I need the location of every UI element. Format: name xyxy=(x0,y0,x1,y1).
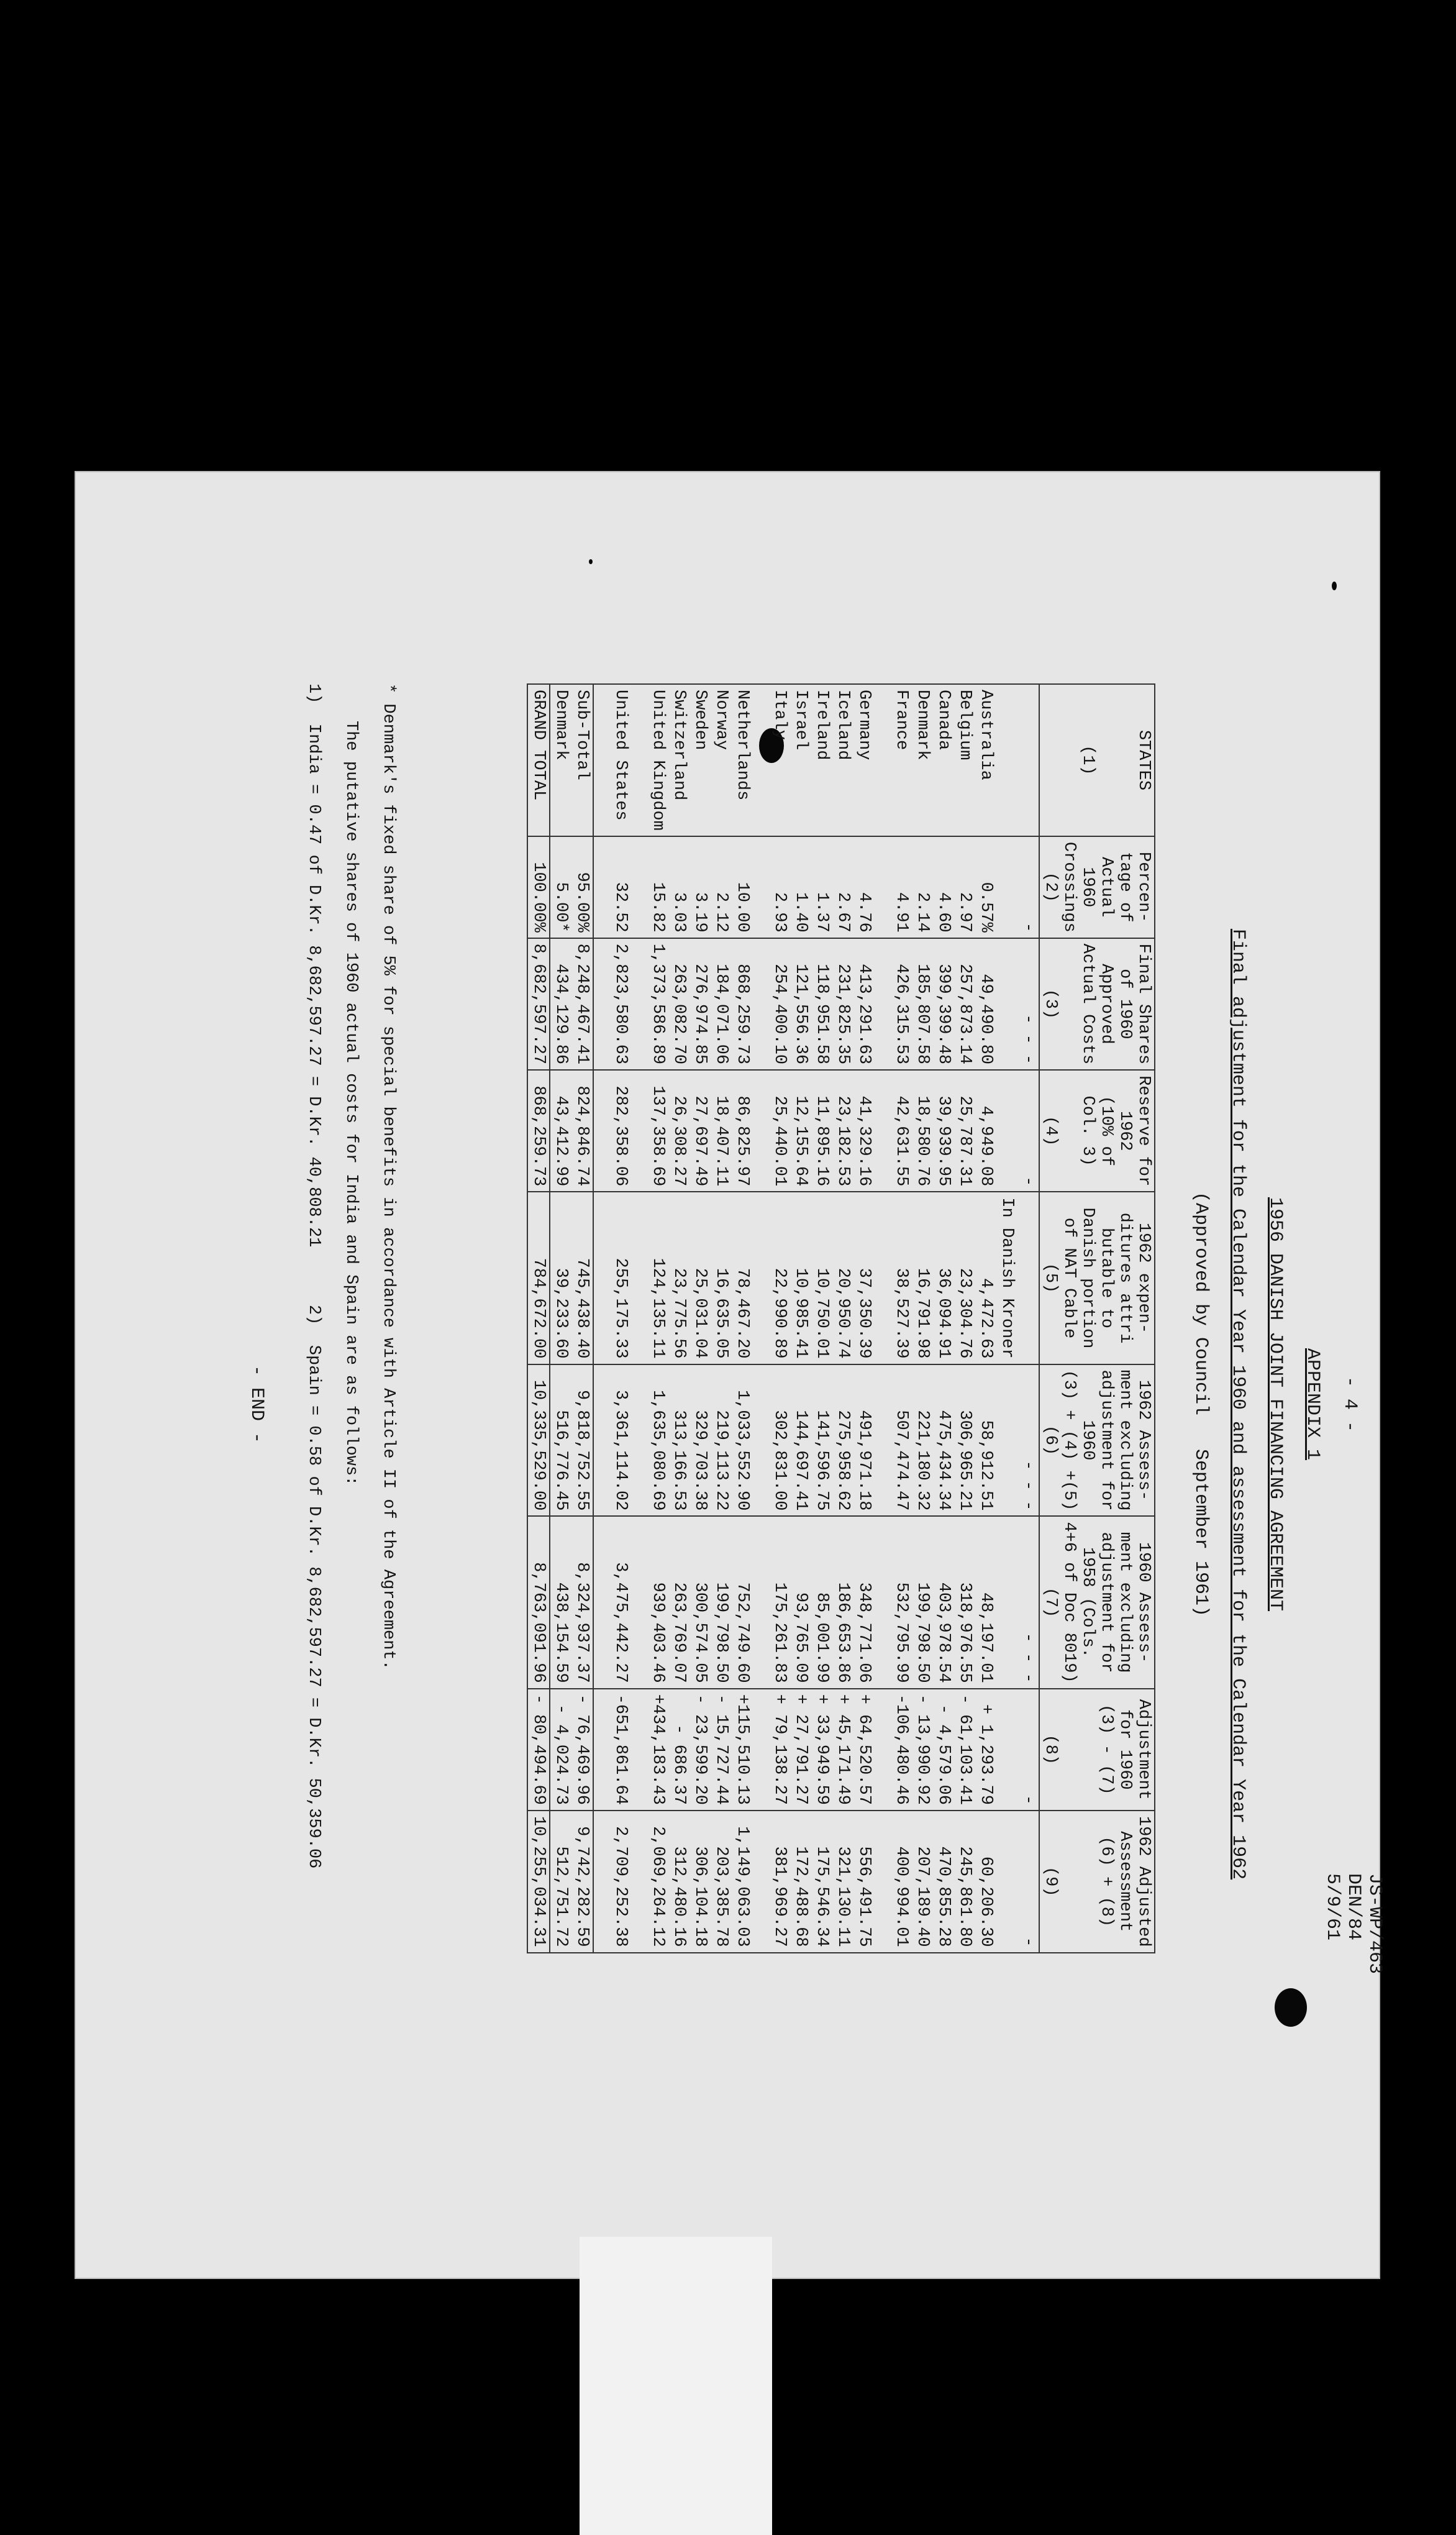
value-cell: 22,990.89 xyxy=(769,1192,790,1364)
column-header: Adjustment for 1960 (3) - (7) (8) xyxy=(1039,1689,1155,1811)
value-cell: 512,751.72 xyxy=(550,1811,571,1953)
value-cell: 4.60 xyxy=(933,836,954,938)
value-cell: 470,855.28 xyxy=(933,1811,954,1953)
table-row xyxy=(891,684,912,1953)
value-cell: - 80,494.69 xyxy=(527,1689,550,1811)
value-cell: 8,248,467.41 xyxy=(571,938,593,1070)
value-cell: 18,580.76 xyxy=(912,1070,933,1192)
value-cell: 60,206.30 xyxy=(975,1811,996,1953)
column-header: STATES (1) xyxy=(1039,684,1155,836)
value-cell: 5.00* xyxy=(550,836,571,938)
value-cell: 1,033,552.90 xyxy=(732,1364,753,1517)
empty-cell xyxy=(875,684,891,836)
value-cell: 199,798.50 xyxy=(711,1516,732,1688)
value-cell: 255,175.33 xyxy=(610,1192,631,1364)
value-cell: - xyxy=(1017,1070,1039,1192)
value-cell: + 45,171.49 xyxy=(832,1689,853,1811)
value-cell: 313,166.53 xyxy=(668,1364,689,1517)
empty-cell xyxy=(593,684,610,836)
state-name-cell: Sweden xyxy=(689,684,711,836)
value-cell: 41,329.16 xyxy=(853,1070,875,1192)
agreement-title: 1956 DANISH JOINT FINANCING AGREEMENT xyxy=(1265,1197,1286,1612)
value-cell: 507,474.47 xyxy=(891,1364,912,1517)
value-cell: - - - xyxy=(1017,1364,1039,1517)
value-cell: -651,861.64 xyxy=(610,1689,631,1811)
value-cell: 10,985.41 xyxy=(790,1192,811,1364)
value-cell: 784,672.00 xyxy=(527,1192,550,1364)
value-cell: 10.00 xyxy=(732,836,753,938)
value-cell: 318,976.55 xyxy=(954,1516,975,1688)
table-row xyxy=(711,684,732,1953)
value-cell: 186,653.86 xyxy=(832,1516,853,1688)
table-row xyxy=(689,684,711,1953)
value-cell: 257,873.14 xyxy=(954,938,975,1070)
value-cell: 3,361,114.02 xyxy=(610,1364,631,1517)
value-cell: 8,324,937.37 xyxy=(571,1516,593,1688)
rotated-document-content xyxy=(81,534,1385,2274)
value-cell: 23,304.76 xyxy=(954,1192,975,1364)
value-cell: +434,183.43 xyxy=(647,1689,668,1811)
value-cell: 2.12 xyxy=(711,836,732,938)
empty-cell xyxy=(753,1070,769,1192)
value-cell: - 13,990.92 xyxy=(912,1689,933,1811)
value-cell: 306,104.18 xyxy=(689,1811,711,1953)
value-cell: 752,749.60 xyxy=(732,1516,753,1688)
empty-cell xyxy=(631,1070,647,1192)
value-cell: 1.40 xyxy=(790,836,811,938)
value-cell: 8,763,091.96 xyxy=(527,1516,550,1688)
value-cell: 39,233.60 xyxy=(550,1192,571,1364)
empty-cell xyxy=(631,1192,647,1364)
value-cell: + 1,293.79 xyxy=(975,1689,996,1811)
value-cell: 137,358.69 xyxy=(647,1070,668,1192)
table-row xyxy=(853,684,875,1953)
page-number: - 4 - xyxy=(1339,1376,1360,1432)
empty-cell xyxy=(875,1070,891,1192)
value-cell: 1,149,063.03 xyxy=(732,1811,753,1953)
table-row xyxy=(811,684,832,1953)
spacer-row xyxy=(631,684,647,1953)
value-cell: 231,825.35 xyxy=(832,938,853,1070)
column-header: 1960 Assess- ment excluding adjustment for 1958 (Cols. 4+6 of Doc 8019) (7) xyxy=(1039,1516,1155,1688)
value-cell: 8,682,597.27 xyxy=(527,938,550,1070)
empty-cell xyxy=(875,1192,891,1364)
value-cell: 491,971.18 xyxy=(853,1364,875,1517)
empty-cell xyxy=(593,1070,610,1192)
empty-cell xyxy=(996,1070,1017,1192)
value-cell: 312,480.16 xyxy=(668,1811,689,1953)
value-cell: 2.93 xyxy=(769,836,790,938)
empty-cell xyxy=(631,1811,647,1953)
value-cell: 11,895.16 xyxy=(811,1070,832,1192)
value-cell: 141,596.75 xyxy=(811,1364,832,1517)
state-name-cell: Israel xyxy=(790,684,811,836)
value-cell: - xyxy=(1017,1689,1039,1811)
value-cell: 49,490.80 xyxy=(975,938,996,1070)
grand-total-row xyxy=(527,684,550,1953)
denmark-share-row xyxy=(550,684,571,1953)
value-cell: 9,818,752.55 xyxy=(571,1364,593,1517)
empty-cell xyxy=(631,1689,647,1811)
header-row xyxy=(1039,684,1155,1953)
doc-ref-line: 5/9/61 xyxy=(1322,1873,1343,1941)
value-cell: 2.67 xyxy=(832,836,853,938)
value-cell: 329,703.38 xyxy=(689,1364,711,1517)
value-cell: 18,407.11 xyxy=(711,1070,732,1192)
empty-cell xyxy=(753,836,769,938)
value-cell: + 79,138.27 xyxy=(769,1689,790,1811)
table-row xyxy=(954,684,975,1953)
value-cell: 400,994.01 xyxy=(891,1811,912,1953)
value-cell: 4.76 xyxy=(853,836,875,938)
value-cell: 175,546.34 xyxy=(811,1811,832,1953)
value-cell: - - - xyxy=(1017,938,1039,1070)
value-cell: 207,189.40 xyxy=(912,1811,933,1953)
value-cell: 1.37 xyxy=(811,836,832,938)
value-cell: 306,965.21 xyxy=(954,1364,975,1517)
column-header: 1962 Adjusted Assessment (6) + (8) (9) xyxy=(1039,1811,1155,1953)
state-name-cell: GRAND TOTAL xyxy=(527,684,550,836)
empty-cell xyxy=(753,1811,769,1953)
value-cell: 23,182.53 xyxy=(832,1070,853,1192)
value-cell: - 4,579.06 xyxy=(933,1689,954,1811)
value-cell: 42,631.55 xyxy=(891,1070,912,1192)
table-row xyxy=(912,684,933,1953)
value-cell: 302,831.00 xyxy=(769,1364,790,1517)
value-cell: 263,082.70 xyxy=(668,938,689,1070)
value-cell: 9,742,282.59 xyxy=(571,1811,593,1953)
state-name-cell: Italy xyxy=(769,684,790,836)
value-cell: 403,978.54 xyxy=(933,1516,954,1688)
empty-cell xyxy=(996,938,1017,1070)
table-row xyxy=(790,684,811,1953)
value-cell: 10,255,034.31 xyxy=(527,1811,550,1953)
empty-cell xyxy=(593,1192,610,1364)
value-cell: 121,556.36 xyxy=(790,938,811,1070)
value-cell: 0.57% xyxy=(975,836,996,938)
value-cell: 32.52 xyxy=(610,836,631,938)
value-cell: 219,113.22 xyxy=(711,1364,732,1517)
state-name-cell: Iceland xyxy=(832,684,853,836)
empty-cell xyxy=(875,1364,891,1517)
empty-cell xyxy=(631,684,647,836)
value-cell: 434,129.86 xyxy=(550,938,571,1070)
unit-label: In Danish Kroner xyxy=(996,1192,1017,1364)
white-scan-patch xyxy=(580,2237,772,2535)
value-cell: - xyxy=(1017,1811,1039,1953)
value-cell: 43,412.99 xyxy=(550,1070,571,1192)
column-header: Final Shares of 1960 Approved Actual Costs (3) xyxy=(1039,938,1155,1070)
empty-cell xyxy=(631,836,647,938)
value-cell: 321,130.11 xyxy=(832,1811,853,1953)
spacer-row xyxy=(593,684,610,1953)
value-cell: - 686.37 xyxy=(668,1689,689,1811)
value-cell: 381,969.27 xyxy=(769,1811,790,1953)
value-cell: 25,787.31 xyxy=(954,1070,975,1192)
value-cell: 37,350.39 xyxy=(853,1192,875,1364)
value-cell: 25,031.04 xyxy=(689,1192,711,1364)
empty-cell xyxy=(593,1811,610,1953)
spain-share-line: 2) Spain = 0.58 of D.Kr. 8,682,597.27 = D.Kr. 50,359.06 xyxy=(304,1305,323,1869)
state-name-cell: United Kingdom xyxy=(647,684,668,836)
value-cell: 86,825.97 xyxy=(732,1070,753,1192)
empty-cell xyxy=(753,684,769,836)
state-name-cell: Denmark xyxy=(550,684,571,836)
value-cell: 203,385.78 xyxy=(711,1811,732,1953)
value-cell: 2.14 xyxy=(912,836,933,938)
table-row xyxy=(933,684,954,1953)
value-cell: -106,480.46 xyxy=(891,1689,912,1811)
value-cell: + 27,791.27 xyxy=(790,1689,811,1811)
empty-cell xyxy=(753,1192,769,1364)
value-cell: - 61,103.41 xyxy=(954,1689,975,1811)
value-cell: - 23,599.20 xyxy=(689,1689,711,1811)
value-cell: 38,527.39 xyxy=(891,1192,912,1364)
financing-table xyxy=(527,683,1155,1953)
value-cell: 475,434.34 xyxy=(933,1364,954,1517)
value-cell: 532,795.99 xyxy=(891,1516,912,1688)
empty-cell xyxy=(875,1516,891,1688)
value-cell: 3.19 xyxy=(689,836,711,938)
value-cell: 4.91 xyxy=(891,836,912,938)
value-cell: 399,399.48 xyxy=(933,938,954,1070)
value-cell: 27,697.49 xyxy=(689,1070,711,1192)
value-cell: 413,291.63 xyxy=(853,938,875,1070)
value-cell: - 76,469.96 xyxy=(571,1689,593,1811)
empty-cell xyxy=(753,938,769,1070)
value-cell: 124,135.11 xyxy=(647,1192,668,1364)
empty-cell xyxy=(593,836,610,938)
state-name-cell: Norway xyxy=(711,684,732,836)
value-cell xyxy=(1017,1192,1039,1364)
column-header: Percen- tage of Actual 1960 Crossings (2) xyxy=(1039,836,1155,938)
value-cell: 282,358.06 xyxy=(610,1070,631,1192)
value-cell: + 33,949.59 xyxy=(811,1689,832,1811)
value-cell: 16,791.98 xyxy=(912,1192,933,1364)
value-cell: 118,951.58 xyxy=(811,938,832,1070)
value-cell: 245,861.80 xyxy=(954,1811,975,1953)
empty-cell xyxy=(996,684,1017,836)
india-share-line: 1) India = 0.47 of D.Kr. 8,682,597.27 = D.Kr. 40,808.21 xyxy=(304,683,323,1248)
doc-ref-line: JS-WP/463 xyxy=(1364,1873,1385,1975)
value-cell: 26,308.27 xyxy=(668,1070,689,1192)
doc-ref-line: DEN/84 xyxy=(1343,1873,1364,1941)
empty-cell xyxy=(753,1516,769,1688)
value-cell: 745,438.40 xyxy=(571,1192,593,1364)
value-cell: 185,807.58 xyxy=(912,938,933,1070)
dash-row xyxy=(1017,684,1039,1953)
empty-cell xyxy=(996,1516,1017,1688)
unit-row xyxy=(996,684,1017,1953)
value-cell: 20,950.74 xyxy=(832,1192,853,1364)
table-row xyxy=(668,684,689,1953)
empty-cell xyxy=(996,1364,1017,1517)
empty-cell xyxy=(875,1689,891,1811)
state-name-cell: France xyxy=(891,684,912,836)
empty-cell xyxy=(593,1689,610,1811)
empty-cell xyxy=(593,938,610,1070)
value-cell: 199,798.50 xyxy=(912,1516,933,1688)
spacer-row xyxy=(875,684,891,1953)
value-cell: 438,154.59 xyxy=(550,1516,571,1688)
column-header: 1962 Assess- ment excluding adjustment for 1960 (3) + (4) +(5) (6) xyxy=(1039,1364,1155,1517)
value-cell: 276,974.85 xyxy=(689,938,711,1070)
empty-cell xyxy=(631,1516,647,1688)
empty-cell xyxy=(996,1811,1017,1953)
value-cell: 300,574.05 xyxy=(689,1516,711,1688)
value-cell: 556,491.75 xyxy=(853,1811,875,1953)
table-subtitle: Final adjustment for the Calendar Year 1960 and assessment for the Calendar Year 1962 xyxy=(1227,928,1249,1880)
value-cell: 36,094.91 xyxy=(933,1192,954,1364)
value-cell: 39,939.95 xyxy=(933,1070,954,1192)
column-header: Reserve for 1962 (10% of Col. 3) (4) xyxy=(1039,1070,1155,1192)
value-cell: 16,635.05 xyxy=(711,1192,732,1364)
empty-cell xyxy=(996,836,1017,938)
value-cell: 1,635,080.69 xyxy=(647,1364,668,1517)
value-cell: 172,488.68 xyxy=(790,1811,811,1953)
table-row xyxy=(732,684,753,1953)
value-cell: 263,769.07 xyxy=(668,1516,689,1688)
empty-cell xyxy=(996,1689,1017,1811)
value-cell: 144,697.41 xyxy=(790,1364,811,1517)
spacer-row xyxy=(753,684,769,1953)
value-cell: 2.97 xyxy=(954,836,975,938)
state-name-cell: United States xyxy=(610,684,631,836)
value-cell: 23,775.56 xyxy=(668,1192,689,1364)
value-cell: 868,259.73 xyxy=(732,938,753,1070)
empty-cell xyxy=(593,1516,610,1688)
value-cell: 184,071.06 xyxy=(711,938,732,1070)
value-cell: 58,912.51 xyxy=(975,1364,996,1517)
putative-intro: The putative shares of 1960 actual costs for India and Spain are as follows: xyxy=(342,721,360,1486)
value-cell: 4,949.08 xyxy=(975,1070,996,1192)
end-mark: - END - xyxy=(246,1364,267,1444)
value-cell: 93,765.09 xyxy=(790,1516,811,1688)
state-name-cell: Germany xyxy=(853,684,875,836)
value-cell: 2,069,264.12 xyxy=(647,1811,668,1953)
empty-cell xyxy=(875,836,891,938)
state-name-cell: Netherlands xyxy=(732,684,753,836)
empty-cell xyxy=(875,938,891,1070)
table-row xyxy=(647,684,668,1953)
state-name-cell: Belgium xyxy=(954,684,975,836)
empty-cell xyxy=(631,1364,647,1517)
table-row xyxy=(832,684,853,1953)
state-name-cell xyxy=(1017,684,1039,836)
value-cell: 100.00% xyxy=(527,836,550,938)
empty-cell xyxy=(753,1689,769,1811)
value-cell: 275,958.62 xyxy=(832,1364,853,1517)
value-cell: - - - xyxy=(1017,1516,1039,1688)
value-cell: 85,001.99 xyxy=(811,1516,832,1688)
value-cell: 939,403.46 xyxy=(647,1516,668,1688)
value-cell: 95.00% xyxy=(571,836,593,938)
value-cell: +115,510.13 xyxy=(732,1689,753,1811)
state-name-cell: Denmark xyxy=(912,684,933,836)
approval-note: (Approved by Council September 1961) xyxy=(1190,1191,1211,1617)
value-cell: 2,823,580.63 xyxy=(610,938,631,1070)
value-cell: 25,440.01 xyxy=(769,1070,790,1192)
value-cell: - xyxy=(1017,836,1039,938)
empty-cell xyxy=(753,1364,769,1517)
table-row xyxy=(610,684,631,1953)
value-cell: 221,180.32 xyxy=(912,1364,933,1517)
value-cell: 348,771.06 xyxy=(853,1516,875,1688)
empty-cell xyxy=(593,1364,610,1517)
value-cell: + 64,520.57 xyxy=(853,1689,875,1811)
state-name-cell: Australia xyxy=(975,684,996,836)
value-cell: 2,709,252.38 xyxy=(610,1811,631,1953)
table-row xyxy=(769,684,790,1953)
value-cell: - 15,727.44 xyxy=(711,1689,732,1811)
state-name-cell: Switzerland xyxy=(668,684,689,836)
value-cell: 3,475,442.27 xyxy=(610,1516,631,1688)
value-cell: 15.82 xyxy=(647,836,668,938)
value-cell: 78,467.20 xyxy=(732,1192,753,1364)
table-row xyxy=(975,684,996,1953)
value-cell: - 4,024.73 xyxy=(550,1689,571,1811)
value-cell: 1,373,586.89 xyxy=(647,938,668,1070)
empty-cell xyxy=(631,938,647,1070)
state-name-cell: Ireland xyxy=(811,684,832,836)
value-cell: 426,315.53 xyxy=(891,938,912,1070)
value-cell: 175,261.83 xyxy=(769,1516,790,1688)
empty-cell xyxy=(875,1811,891,1953)
value-cell: 868,259.73 xyxy=(527,1070,550,1192)
value-cell: 254,400.10 xyxy=(769,938,790,1070)
value-cell: 10,335,529.00 xyxy=(527,1364,550,1517)
value-cell: 12,155.64 xyxy=(790,1070,811,1192)
subtotal-row xyxy=(571,684,593,1953)
value-cell: 10,750.01 xyxy=(811,1192,832,1364)
state-name-cell: Canada xyxy=(933,684,954,836)
value-cell: 824,846.74 xyxy=(571,1070,593,1192)
appendix-heading: APPENDIX 1 xyxy=(1302,1348,1323,1461)
footnote: * Denmark's fixed share of 5% for special benefits in accordance with Article II of the Agreement. xyxy=(379,683,398,1670)
column-header: 1962 expen- ditures attri butable to Danish portion of NAT Cable (5) xyxy=(1039,1192,1155,1364)
value-cell: 3.03 xyxy=(668,836,689,938)
state-name-cell: Sub-Total xyxy=(571,684,593,836)
value-cell: 4,472.63 xyxy=(975,1192,996,1364)
value-cell: 516,776.45 xyxy=(550,1364,571,1517)
value-cell: 48,197.01 xyxy=(975,1516,996,1688)
